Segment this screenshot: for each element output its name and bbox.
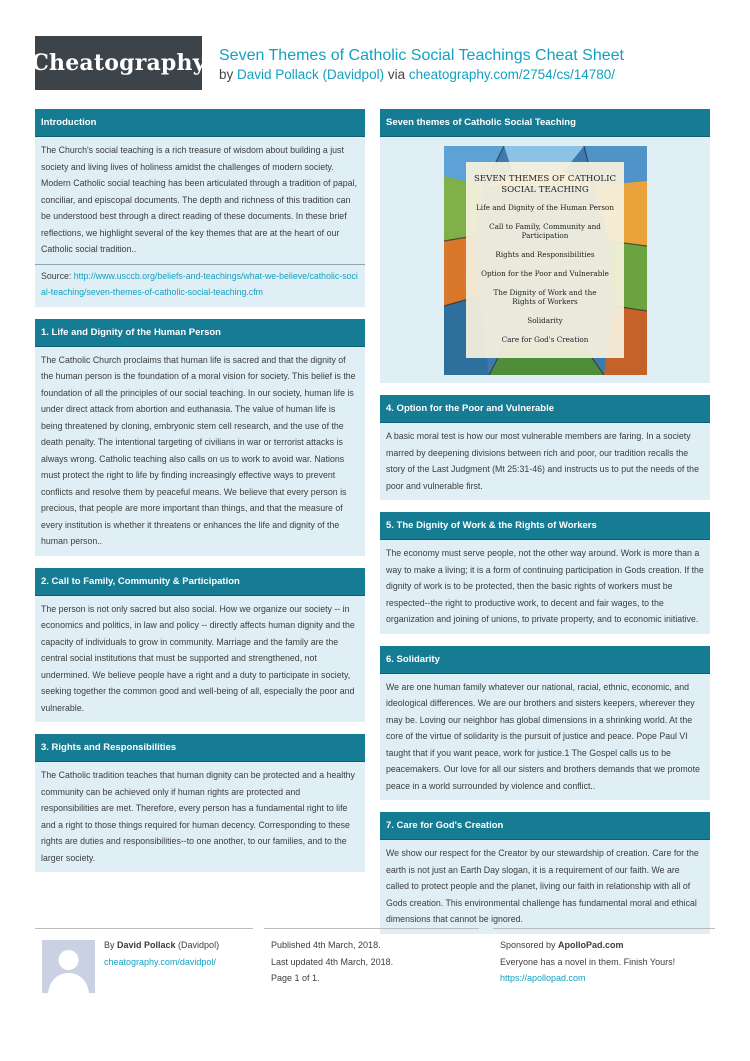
author-profile-link[interactable]: cheatography.com/davidpol/	[104, 956, 216, 967]
section-introduction	[35, 109, 365, 307]
section-heading: 4. Option for the Poor and Vulnerable	[380, 395, 710, 423]
sheet-url-link[interactable]: cheatography.com/2754/cs/14780/	[408, 67, 615, 82]
section-body: We are one human family whatever our national, racial, ethnic, economic, and ideological differences. We are our brothers and sisters keepers, wherever they may be. Loving our neighbor has global dimensions in a shrinking world. At the core of the virtue of solidarity is the pursuit of justice and peace. Pope Paul VI taught that if you want peace, work for justice.1 The Gospel calls us to be peacemakers. Our love for all our sisters and brothers demands that we promote peace in a world surrounded by violence and conflict..	[386, 681, 700, 791]
poster-item: Option for the Poor and Vulnerable	[480, 269, 609, 278]
footer-divider	[493, 928, 715, 929]
section-seven-themes	[380, 109, 710, 383]
section-rights-responsibilities	[35, 734, 365, 872]
section-body: A basic moral test is how our most vulnerable members are faring. In a society marred by deepening divisions between rich and poor, our tradition recalls the story of the Last Judgment (Mt 25:31-46) and instructs us to put the needs of the poor and vulnerable first.	[386, 431, 699, 491]
section-option-for-poor	[380, 395, 710, 500]
left-column	[35, 109, 365, 884]
byline: by David Pollack (Davidpol) via cheatography.com/2754/cs/14780/	[219, 67, 615, 82]
section-body: The economy must serve people, not the other way around. Work is more than a way to make a living; it is a form of continuing participation in Gods creation. If the dignity of work is to be protected, then the basic rights of workers must be respected--the right to productive work, to decent and fair wages, to the organization and joining of unions, to private property, and to economic initiative.	[386, 548, 704, 624]
section-heading: 7. Care for God's Creation	[380, 812, 710, 840]
section-body: The Catholic tradition teaches that human dignity can be protected and a healthy community can be achieved only if human rights are protected and responsibilities are met. Therefore, every person has a fundamental right to life and a right to those things required for human decency. Corresponding to these rights are duties and responsibilities--to one another, to our families, and to the larger society.	[41, 770, 355, 863]
source-link[interactable]: http://www.usccb.org/beliefs-and-teachings/what-we-believe/catholic-social-teaching/seven-themes-of-catholic-social-teaching.cfm	[41, 270, 358, 297]
footer-divider	[264, 928, 479, 929]
section-life-dignity	[35, 319, 365, 556]
seven-themes-poster-image	[444, 146, 647, 375]
footer-sponsor: Sponsored by ApolloPad.com Everyone has a novel in them. Finish Yours! https://apollopad.com	[500, 937, 675, 1007]
section-care-for-creation	[380, 812, 710, 934]
poster-item: Solidarity	[526, 316, 563, 325]
section-solidarity	[380, 646, 710, 801]
section-heading: Seven themes of Catholic Social Teaching	[380, 109, 710, 137]
poster-item: Call to Family, Community and	[488, 222, 601, 231]
footer-author: By David Pollack (Davidpol) cheatography.com/davidpol/	[104, 937, 219, 1007]
source-note: Source: http://www.usccb.org/beliefs-and-teachings/what-we-believe/catholic-social-teaching/seven-themes-of-catholic-social-teaching.cfm	[35, 264, 365, 307]
poster-title-line-2: SOCIAL TEACHING	[500, 185, 589, 195]
poster-item: Participation	[521, 231, 568, 240]
section-dignity-of-work	[380, 512, 710, 634]
poster-title-line-1: SEVEN THEMES OF CATHOLIC	[473, 174, 616, 184]
poster-item: Care for God's Creation	[501, 335, 588, 344]
section-heading: 1. Life and Dignity of the Human Person	[35, 319, 365, 347]
section-heading: 3. Rights and Responsibilities	[35, 734, 365, 762]
section-body: The person is not only sacred but also social. How we organize our society -- in economics and politics, in law and policy -- directly affects human dignity and the capacity of individuals to grow in community. Marriage and the family are the central social institutions that must be supported and strengthened, not undermined. We believe people have a right and a duty to participate in society, seeking together the common good and well-being of all, especially the poor and vulnerable.	[41, 603, 355, 713]
cheatography-logo[interactable]: Cheatography	[35, 36, 202, 90]
section-heading: 5. The Dignity of Work & the Rights of Workers	[380, 512, 710, 540]
page-title: Seven Themes of Catholic Social Teachings Cheat Sheet	[219, 47, 624, 64]
author-link[interactable]: David Pollack (Davidpol)	[237, 67, 385, 82]
section-body: The Church's social teaching is a rich treasure of wisdom about building a just society and living lives of holiness amidst the challenges of modern society. Modern Catholic social teaching has been articulated through a tradition of papal, conciliar, and episcopal documents. The depth and richness of this tradition can be understood best through a direct reading of these documents. In these brief reflections, we highlight several of the key themes that are at the heart of our Catholic social tradition..	[41, 145, 357, 254]
poster-item: The Dignity of Work and the	[493, 288, 596, 297]
footer-divider	[35, 928, 253, 929]
poster-item: Rights of Workers	[511, 297, 578, 306]
footer	[35, 928, 715, 998]
footer-dates: Published 4th March, 2018. Last updated 4th March, 2018. Page 1 of 1.	[271, 940, 394, 983]
section-body: We show our respect for the Creator by our stewardship of creation. Care for the earth is not just an Earth Day slogan, it is a requirement of our faith. We are called to protect people and the planet, living our faith in relationship with all of Gods creation. This environmental challenge has fundamental moral and ethical dimensions that cannot be ignored.	[386, 848, 699, 924]
right-column	[380, 109, 710, 946]
sponsor-link[interactable]: https://apollopad.com	[500, 973, 586, 983]
section-heading: 6. Solidarity	[380, 646, 710, 674]
section-family-community	[35, 568, 365, 723]
poster-item: Rights and Responsibilities	[494, 250, 595, 259]
section-heading: Introduction	[35, 109, 365, 137]
user-silhouette-icon	[42, 940, 95, 993]
author-avatar[interactable]	[42, 940, 95, 993]
section-body: The Catholic Church proclaims that human life is sacred and that the dignity of the human person is the foundation of a moral vision for society. This belief is the foundation of all the principles of our social teaching. In our society, human life is under direct attack from abortion and euthanasia. The value of human life is being threatened by cloning, embryonic stem cell research, and the use of the death penalty. The intentional targeting of civilians in war or terrorist attacks is always wrong. Catholic teaching also calls on us to work to avoid war. Nations must protect the right to life by finding increasingly effective ways to prevent conflicts and resolve them by peaceful means. We believe that every person is precious, that people are more important than things, and that the measure of every institution is whether it threatens or enhances the life and dignity of the human person..	[41, 354, 356, 546]
section-heading: 2. Call to Family, Community & Participation	[35, 568, 365, 596]
poster-item: Life and Dignity of the Human Person	[475, 203, 614, 212]
